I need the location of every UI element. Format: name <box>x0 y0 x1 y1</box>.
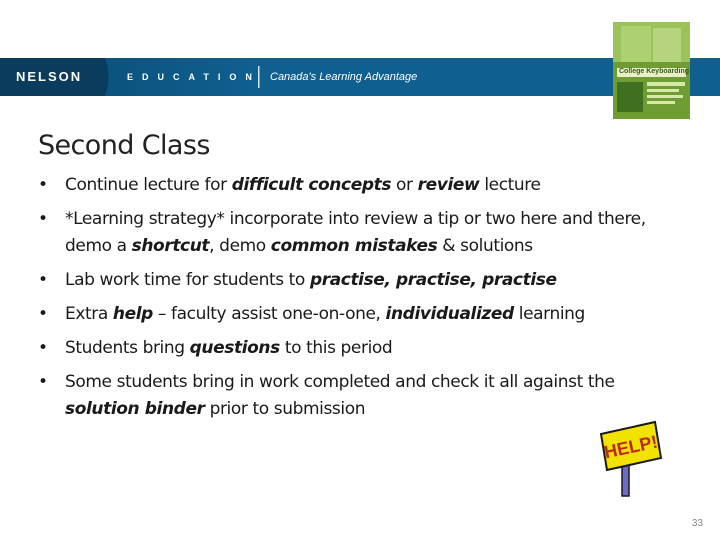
emphasis-text: solution binder <box>65 399 205 419</box>
bullet-marker: • <box>38 270 48 290</box>
emphasis-text: common mistakes <box>270 236 438 256</box>
bullet-text: or <box>391 175 418 195</box>
emphasis-text: practise, practise, practise <box>309 270 557 290</box>
bullet-item <box>38 335 668 362</box>
bullet-item <box>38 172 668 199</box>
bullet-list <box>38 172 668 430</box>
slide-title: Second Class <box>38 130 210 161</box>
emphasis-text: shortcut <box>131 236 210 256</box>
brand-division: EDUCATION <box>127 72 261 82</box>
bullet-text: Lab work time for students to <box>65 270 310 290</box>
bullet-marker: • <box>38 304 48 324</box>
page-number: 33 <box>691 518 703 529</box>
bullet-text: Extra <box>65 304 113 324</box>
emphasis-text: individualized <box>385 304 514 324</box>
book-cover-title: College Keyboarding <box>619 68 690 75</box>
bullet-text: & solutions <box>437 236 533 256</box>
emphasis-text: review <box>417 175 480 195</box>
bullet-item <box>38 301 668 328</box>
bullet-text: – faculty assist one-on-one, <box>152 304 386 324</box>
emphasis-text: difficult concepts <box>231 175 392 195</box>
bullet-text: to this period <box>279 338 393 358</box>
brand-tagline: Canada's Learning Advantage <box>270 71 418 83</box>
bullet-marker: • <box>38 209 48 229</box>
emphasis-text: help <box>112 304 153 324</box>
bullet-marker: • <box>38 175 48 195</box>
bullet-text: *Learning strategy* incorporate into review a tip or two here and there, demo a <box>65 209 646 256</box>
bullet-text: Some students bring in work completed and check it all against the <box>65 372 615 392</box>
bullet-item <box>38 267 668 294</box>
bullet-text: learning <box>513 304 585 324</box>
bullet-text: , demo <box>209 236 271 256</box>
bullet-marker: • <box>38 338 48 358</box>
bullet-text: Students bring <box>65 338 190 358</box>
bullet-text: Continue lecture for <box>65 175 232 195</box>
emphasis-text: questions <box>189 338 280 358</box>
bullet-text: prior to submission <box>204 399 366 419</box>
bullet-marker: • <box>38 372 48 392</box>
help-sign-text: HELP! <box>602 431 660 463</box>
bullet-item <box>38 206 668 260</box>
book-cover-image <box>613 22 690 119</box>
bullet-text: lecture <box>479 175 541 195</box>
help-sign-icon <box>597 420 665 498</box>
bullet-item <box>38 369 668 423</box>
brand-name: NELSON <box>16 69 83 84</box>
